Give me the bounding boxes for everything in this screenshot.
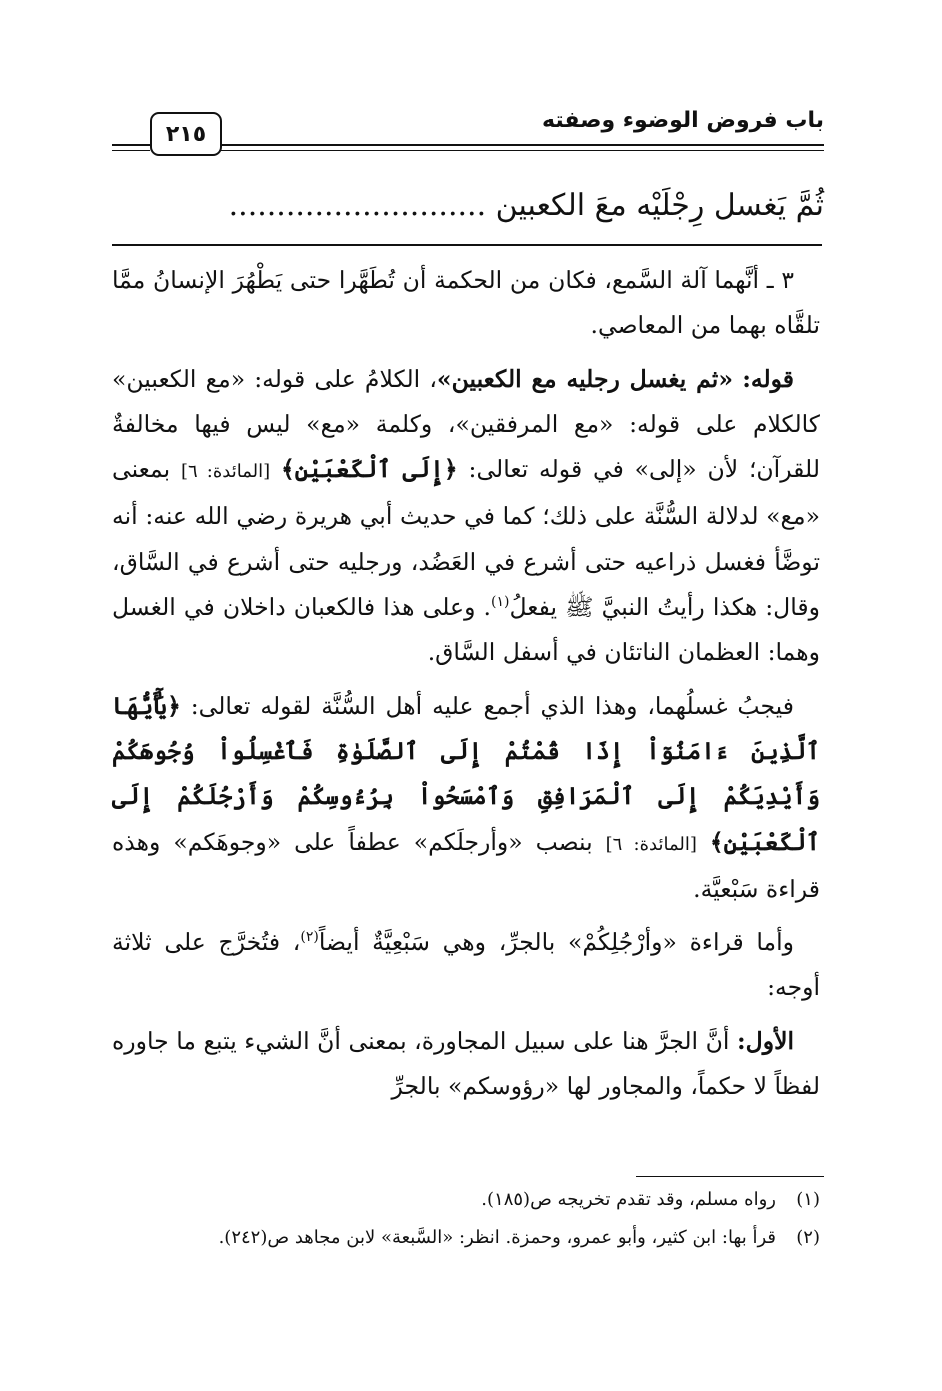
paragraph <box>112 357 820 676</box>
footnote <box>112 1224 820 1252</box>
footnotes <box>112 1186 820 1262</box>
header-rule <box>220 150 824 151</box>
footnote-marker[interactable]: (٢) <box>300 929 319 946</box>
paragraph-text: ، فتُخرَّج على ثلاثة أوجه: <box>112 928 820 1002</box>
chapter-title: باب فروض الوضوء وصفته <box>542 108 824 133</box>
paragraph <box>112 684 820 912</box>
matn-text: ثُمَّ يَغسل رِجْلَيْه معَ الكعبين ........................... <box>228 188 824 223</box>
paragraph-text: بنصب «وأرجلَكم» عطفاً على «وجوهَكم» وهذه قراءة سَبْعيَّة. <box>112 827 820 903</box>
paragraph-text: . وعلى هذا فالكعبان داخلان في الغسل وهما: العظمان الناتئان في أسفل السَّاق. <box>112 593 820 667</box>
paragraph-text: وأما قراءة «وأرْجُلِكُمْ» بالجرِّ، وهي سَبْعِيَّةٌ أيضاً <box>318 928 794 957</box>
footnote-number: (١) <box>796 1189 820 1210</box>
paragraph-text: بمعنى «مع» لدلالة السُّنَّة على ذلك؛ كما في حديث أبي هريرة رضي الله عنه: أنه توضَّأ فغسل ذراعيه حتى أشرع في العَضُد، ورجليه حتى أشرع في السَّاق، وقال: هكذا رأيتُ النبيَّ ﷺ يفعلُ <box>112 455 820 622</box>
footnote-separator <box>636 1176 824 1177</box>
header-rule <box>112 144 150 146</box>
footnote-text: رواه مسلم، وقد تقدم تخريجه ص(١٨٥). <box>481 1189 776 1210</box>
quran-verse: ﴿يَٰٓأَيُّهَا ٱلَّذِينَ ءَامَنُوٓاْ إِذَا قُمْتُمْ إِلَى ٱلصَّلَوٰةِ فَٱغْسِلُواْ وُجُوهَكُمْ وَأَيْدِيَكُمْ إِلَى ٱلْمَرَافِقِ وَٱمْسَحُواْ بِرُءُوسِكُمْ وَأَرْجُلَكُمْ إِلَى ٱلْكَعْبَيْنِ﴾ <box>112 691 820 856</box>
paragraph-text: فيجبُ غسلُهما، وهذا الذي أجمع عليه أهل السُّنَّة لقوله تعالى: <box>190 691 794 720</box>
footnote-number: (٢) <box>796 1227 820 1248</box>
paragraph-text: أنَّ الجرَّ هنا على سبيل المجاورة، بمعنى أنَّ الشيء يتبع ما جاوره لفظاً لا حكماً، والمجاور لها «رؤوسكم» بالجرِّ <box>112 1026 820 1101</box>
footnote-marker[interactable]: (١) <box>491 594 510 611</box>
label: الأول: <box>736 1026 794 1055</box>
quoted-matn: «ثم يغسل رجليه مع الكعبين» <box>436 364 734 393</box>
label: قوله: <box>742 364 794 393</box>
commentary-body <box>112 258 820 1109</box>
paragraph <box>112 258 820 349</box>
paragraph-text: ، الكلامُ على قوله: «مع الكعبين» كالكلام على قوله: «مع المرفقين»، وكلمة «مع» ليس فيها مخالفةٌ للقرآن؛ لأن «إلى» في قوله تعالى: <box>112 364 820 484</box>
paragraph-text: ٣ ـ أنَّهما آلة السَّمع، فكان من الحكمة أن تُطَهَّرا حتى يَطْهُرَ الإنسانُ ممَّا تلقَّاه بهما من المعاصي. <box>112 266 820 340</box>
header-rule <box>220 144 824 146</box>
verse-reference: [المائدة: ٦] <box>180 461 271 483</box>
paragraph <box>112 1019 820 1110</box>
page-number: ٢١٥ <box>150 112 222 156</box>
footnote-text: قرأ بها: ابن كثير، وأبو عمرو، وحمزة. انظر: «السَّبعة» لابن مجاهد ص(٢٤٢). <box>218 1227 776 1248</box>
header-rule <box>112 150 150 151</box>
matn-separator <box>112 244 822 246</box>
verse-reference: [المائدة: ٦] <box>605 833 697 855</box>
paragraph <box>112 920 820 1011</box>
page-header <box>112 106 824 156</box>
footnote <box>112 1186 820 1214</box>
quran-verse: ﴿إِلَى ٱلْكَعْبَيْنِ﴾ <box>280 455 458 484</box>
